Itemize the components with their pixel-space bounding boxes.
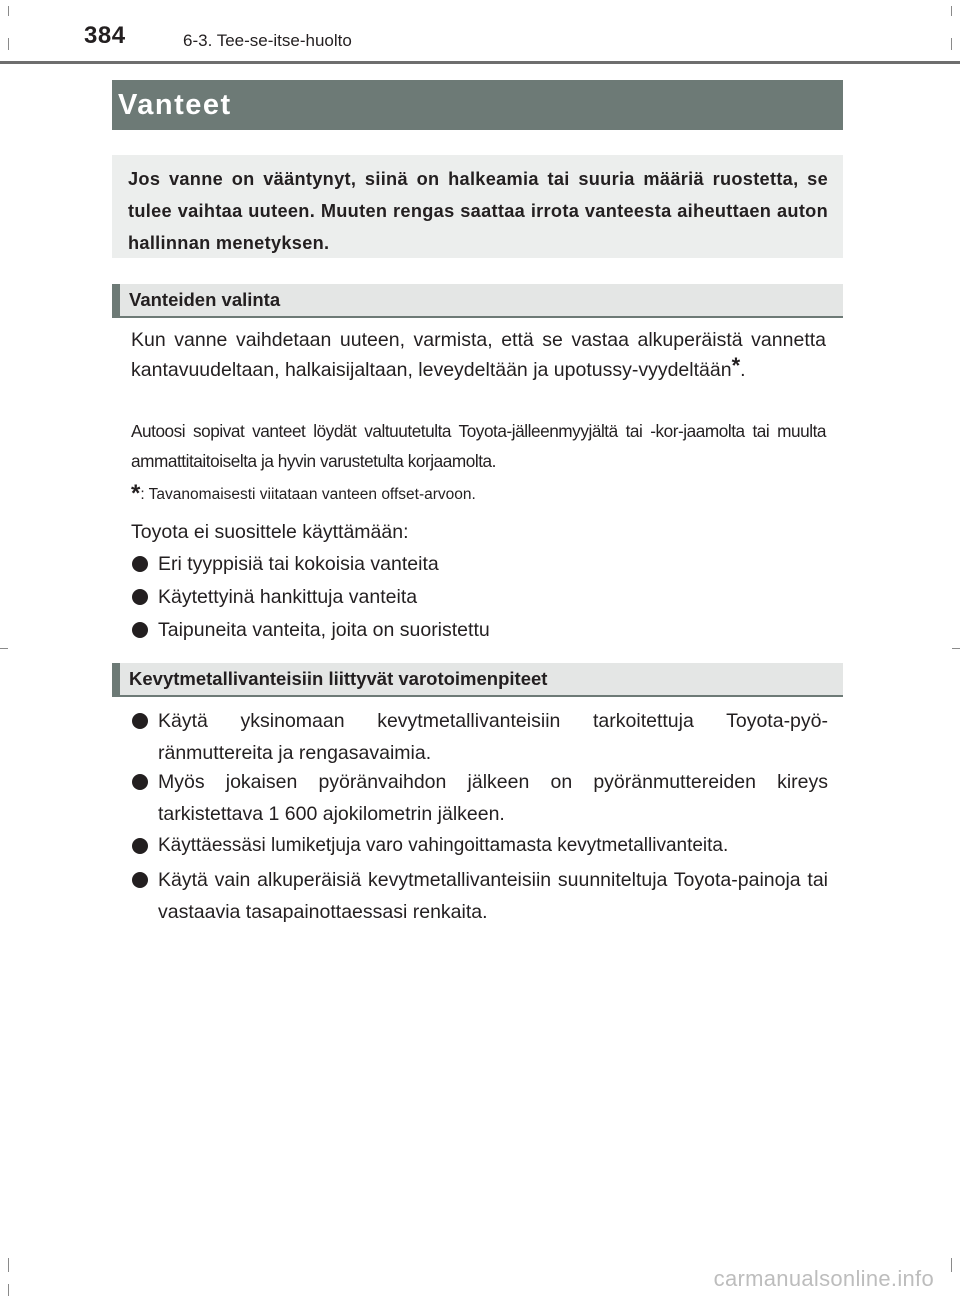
intro-notice: Jos vanne on vääntynyt, siinä on halkeamia tai suuria määriä ruostetta, se tulee vaihtaa uuteen. Muuten rengas saattaa irrota vanteesta aiheuttaen auton hallinnan menetyksen.	[112, 155, 843, 258]
body-paragraph-dealer: Autoosi sopivat vanteet löydät valtuutetulta Toyota-jälleenmyyjältä tai -kor-jaamolta tai muulta ammattitaitoiselta ja hyvin varustetulta korjaamolta.	[131, 421, 826, 471]
crop-mark	[8, 1284, 9, 1296]
bullet-icon	[132, 838, 148, 854]
list-item: Eri tyyppisiä tai kokoisia vanteita	[131, 548, 828, 580]
section-heading-wheel-selection: Vanteiden valinta	[112, 284, 843, 318]
crop-mark	[951, 6, 952, 16]
crop-mark	[8, 38, 9, 50]
bullet-icon	[132, 556, 148, 572]
crop-mark	[8, 6, 9, 16]
page-number: 384	[84, 22, 126, 49]
list-item: Käytä vain alkuperäisiä kevytmetallivanteisiin suunniteltuja Toyota-painoja tai vastaavia tasapainottaessasi renkaita.	[131, 864, 828, 928]
crop-mark	[8, 1258, 9, 1272]
footnote	[131, 480, 476, 508]
bullet-icon	[132, 774, 148, 790]
footnote-text: : Tavanomaisesti viitataan vanteen offset-arvoon.	[140, 486, 476, 503]
list-item: Käyttäessäsi lumiketjuja varo vahingoittamasta kevytmetallivanteita.	[131, 830, 828, 862]
watermark: carmanualsonline.info	[713, 1266, 934, 1291]
list-item: Käytettyinä hankittuja vanteita	[131, 581, 828, 613]
section-heading-alloy-precautions: Kevytmetallivanteisiin liittyvät varotoimenpiteet	[112, 663, 843, 697]
crop-mark	[952, 648, 960, 649]
header-rule	[0, 61, 960, 64]
crop-mark	[0, 648, 8, 649]
body-paragraph	[131, 325, 826, 385]
list-item: Käytä yksinomaan kevytmetallivanteisiin tarkoitettuja Toyota-pyö-ränmuttereita ja rengasavaimia.	[131, 705, 828, 769]
bullet-icon	[132, 622, 148, 638]
footnote-asterisk: *	[131, 480, 141, 507]
crop-mark	[951, 38, 952, 50]
paragraph-end: .	[740, 359, 746, 381]
page-title: Vanteet	[112, 80, 843, 130]
bullet-icon	[132, 589, 148, 605]
list-item: Myös jokaisen pyöränvaihdon jälkeen on pyöränmuttereiden kireys tarkistettava 1 600 ajokilometrin jälkeen.	[131, 766, 828, 830]
bullet-icon	[132, 713, 148, 729]
footnote-marker: *	[731, 353, 741, 378]
recommendation-lead: Toyota ei suosittele käyttämään:	[131, 521, 409, 543]
paragraph-text: Kun vanne vaihdetaan uuteen, varmista, että se vastaa alkuperäistä vannetta kantavuudeltaan, halkaisijaltaan, leveydeltään ja upotussy-vyydeltään	[131, 329, 826, 381]
list-item: Taipuneita vanteita, joita on suoristettu	[131, 614, 828, 646]
crop-mark	[951, 1258, 952, 1272]
bullet-icon	[132, 872, 148, 888]
section-path: 6-3. Tee-se-itse-huolto	[183, 31, 352, 50]
